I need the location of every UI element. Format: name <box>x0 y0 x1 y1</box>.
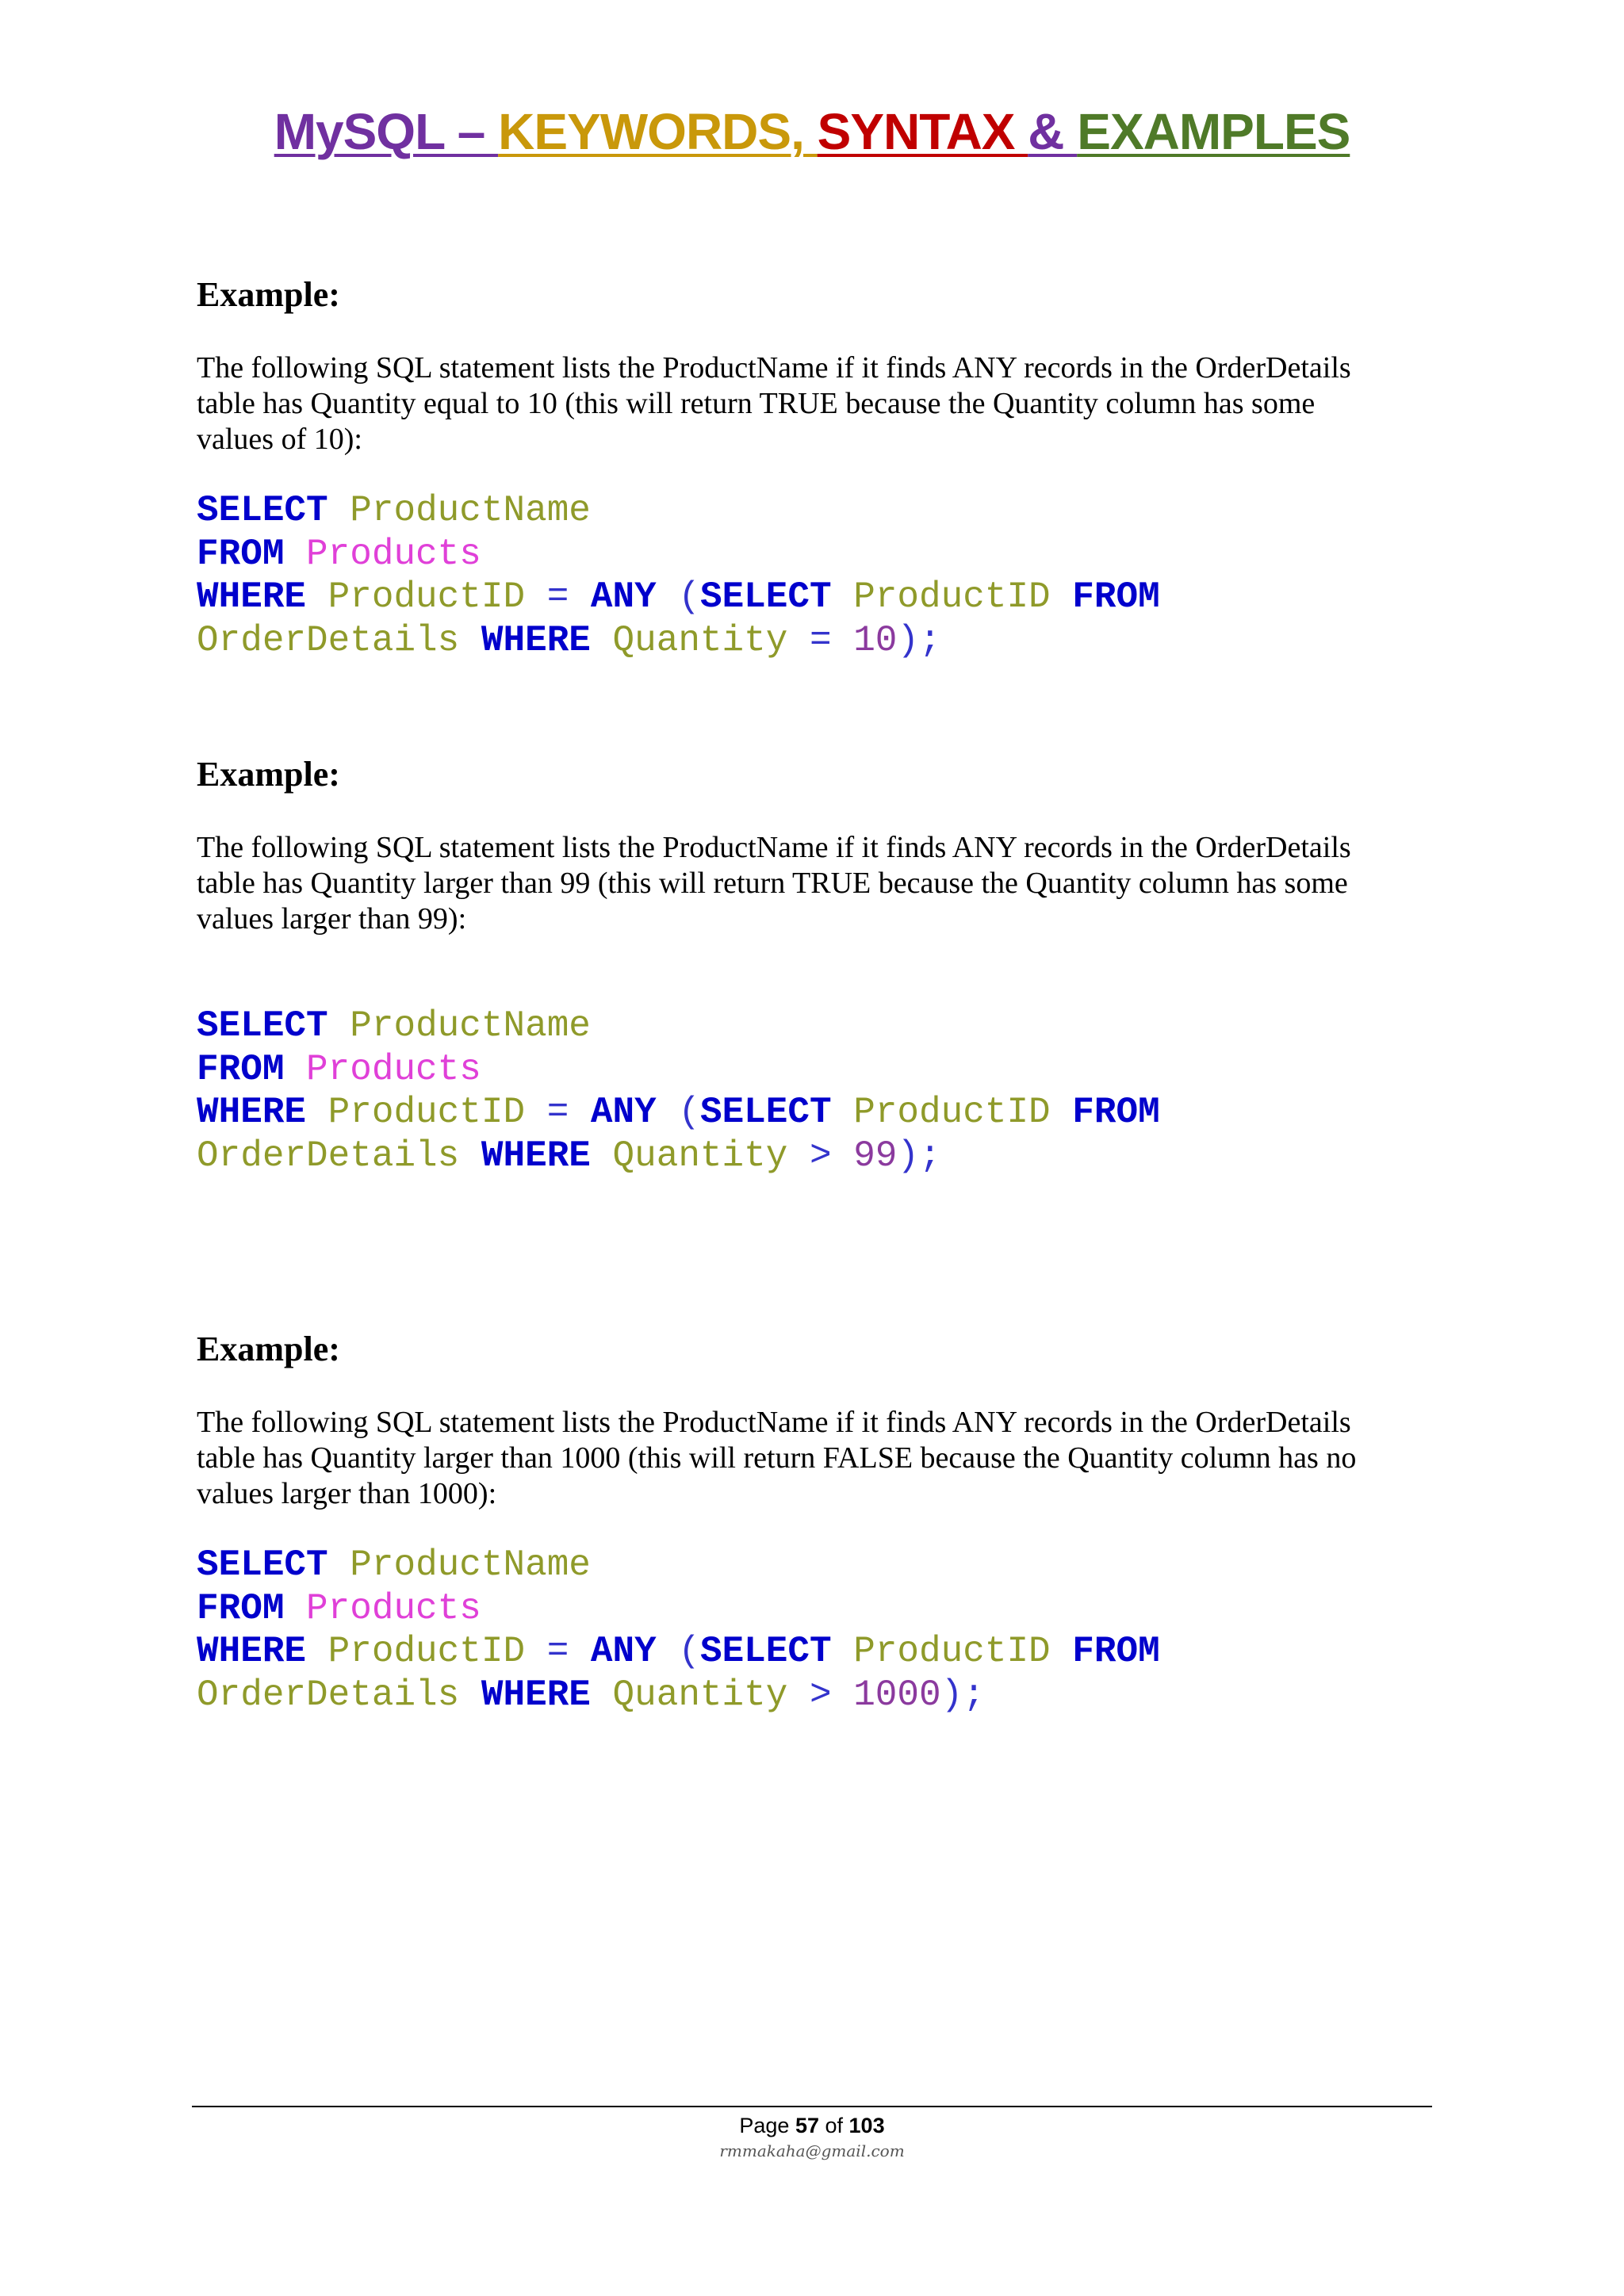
sql-column: ProductID <box>853 1631 1051 1672</box>
sql-column: ProductName <box>350 1544 591 1586</box>
sql-column: ProductID <box>327 1631 526 1672</box>
sql-column: Quantity <box>612 619 788 661</box>
code-line-3 <box>197 576 1434 619</box>
sql-operator: = <box>546 1092 569 1133</box>
sql-column: Quantity <box>612 1135 788 1177</box>
example-description: The following SQL statement lists the ProductName if it finds ANY records in the OrderDetails table has Quantity larger than 1000 (this will return FALSE because the Quantity column has no values larger than 1000): <box>197 1406 1357 1510</box>
example-section-2 <box>197 753 1434 1177</box>
page-total: 103 <box>848 2114 885 2137</box>
example-section-3 <box>197 1328 1434 1716</box>
sql-keyword: FROM <box>197 533 285 575</box>
example-description: The following SQL statement lists the ProductName if it finds ANY records in the OrderDetails table has Quantity larger than 99 (this will return TRUE because the Quantity column has some values larger than 99): <box>197 831 1351 936</box>
sql-punctuation: ); <box>897 619 941 661</box>
sql-keyword: WHERE <box>197 1631 307 1672</box>
sql-paren: ( <box>678 576 700 618</box>
sql-table: OrderDetails <box>197 619 460 661</box>
sql-keyword: ANY <box>590 1631 657 1672</box>
sql-column: ProductID <box>853 1092 1051 1133</box>
title-ampersand: & <box>1028 103 1078 160</box>
code-line-1 <box>197 1004 1434 1048</box>
page-number <box>0 2112 1624 2139</box>
code-line-2 <box>197 1587 1434 1631</box>
sql-number: 99 <box>853 1135 898 1177</box>
page-of: of <box>819 2114 849 2137</box>
page-current: 57 <box>795 2114 819 2137</box>
sql-column: ProductID <box>327 1092 526 1133</box>
sql-keyword: ANY <box>590 1092 657 1133</box>
sql-paren: ( <box>678 1092 700 1133</box>
sql-keyword: SELECT <box>699 1092 832 1133</box>
sql-keyword: WHERE <box>197 1092 307 1133</box>
title-mysql: MySQL – <box>274 103 499 160</box>
title-examples: EXAMPLES <box>1077 103 1350 160</box>
sql-punctuation: ); <box>940 1674 985 1716</box>
sql-column: ProductName <box>350 1005 591 1047</box>
sql-table: OrderDetails <box>197 1135 460 1177</box>
sql-keyword: SELECT <box>699 576 832 618</box>
code-line-2 <box>197 533 1434 576</box>
sql-keyword: FROM <box>197 1587 285 1629</box>
sql-keyword: WHERE <box>481 1135 591 1177</box>
code-line-3 <box>197 1630 1434 1674</box>
example-heading: Example: <box>197 1330 340 1368</box>
sql-keyword: SELECT <box>197 490 328 531</box>
sql-table: Products <box>306 1587 481 1629</box>
sql-punctuation: ); <box>897 1135 941 1177</box>
sql-keyword: ANY <box>590 576 657 618</box>
sql-column: Quantity <box>612 1674 788 1716</box>
page-title <box>0 94 1624 170</box>
code-line-4 <box>197 1135 1434 1178</box>
example-description: The following SQL statement lists the ProductName if it finds ANY records in the OrderDetails table has Quantity equal to 10 (this will return TRUE because the Quantity column has some values of 10): <box>197 351 1351 456</box>
title-syntax: SYNTAX <box>817 103 1028 160</box>
sql-paren: ( <box>678 1631 700 1672</box>
sql-operator: > <box>809 1674 832 1716</box>
sql-column: ProductName <box>350 490 591 531</box>
sql-column: ProductID <box>853 576 1051 618</box>
code-line-3 <box>197 1091 1434 1135</box>
sql-number: 1000 <box>853 1674 941 1716</box>
code-line-1 <box>197 489 1434 533</box>
sql-column: ProductID <box>327 576 526 618</box>
title-keywords: KEYWORDS, <box>498 103 818 160</box>
code-line-4 <box>197 1674 1434 1717</box>
example-heading: Example: <box>197 275 340 314</box>
sql-keyword: WHERE <box>481 1674 591 1716</box>
page-prefix: Page <box>739 2114 795 2137</box>
sql-operator: > <box>809 1135 832 1177</box>
code-line-1 <box>197 1544 1434 1587</box>
code-line-2 <box>197 1048 1434 1092</box>
sql-table: OrderDetails <box>197 1674 460 1716</box>
sql-operator: = <box>546 1631 569 1672</box>
example-heading: Example: <box>197 755 340 794</box>
sql-operator: = <box>809 619 832 661</box>
sql-keyword: SELECT <box>197 1544 328 1586</box>
sql-keyword: SELECT <box>699 1631 832 1672</box>
sql-code-block <box>197 489 1434 662</box>
sql-code-block <box>197 1004 1434 1177</box>
sql-table: Products <box>306 533 481 575</box>
sql-number: 10 <box>853 619 898 661</box>
sql-code-block <box>197 1544 1434 1716</box>
code-line-4 <box>197 619 1434 663</box>
sql-keyword: SELECT <box>197 1005 328 1047</box>
sql-operator: = <box>546 576 569 618</box>
example-section-1 <box>197 274 1434 662</box>
sql-keyword: WHERE <box>197 576 307 618</box>
sql-keyword: WHERE <box>481 619 591 661</box>
sql-keyword: FROM <box>1072 1092 1160 1133</box>
sql-keyword: FROM <box>197 1048 285 1090</box>
footer-email: rmmakaha@gmail.com <box>719 2141 905 2160</box>
sql-keyword: FROM <box>1072 576 1160 618</box>
sql-keyword: FROM <box>1072 1631 1160 1672</box>
sql-table: Products <box>306 1048 481 1090</box>
footer-divider <box>192 2106 1432 2107</box>
